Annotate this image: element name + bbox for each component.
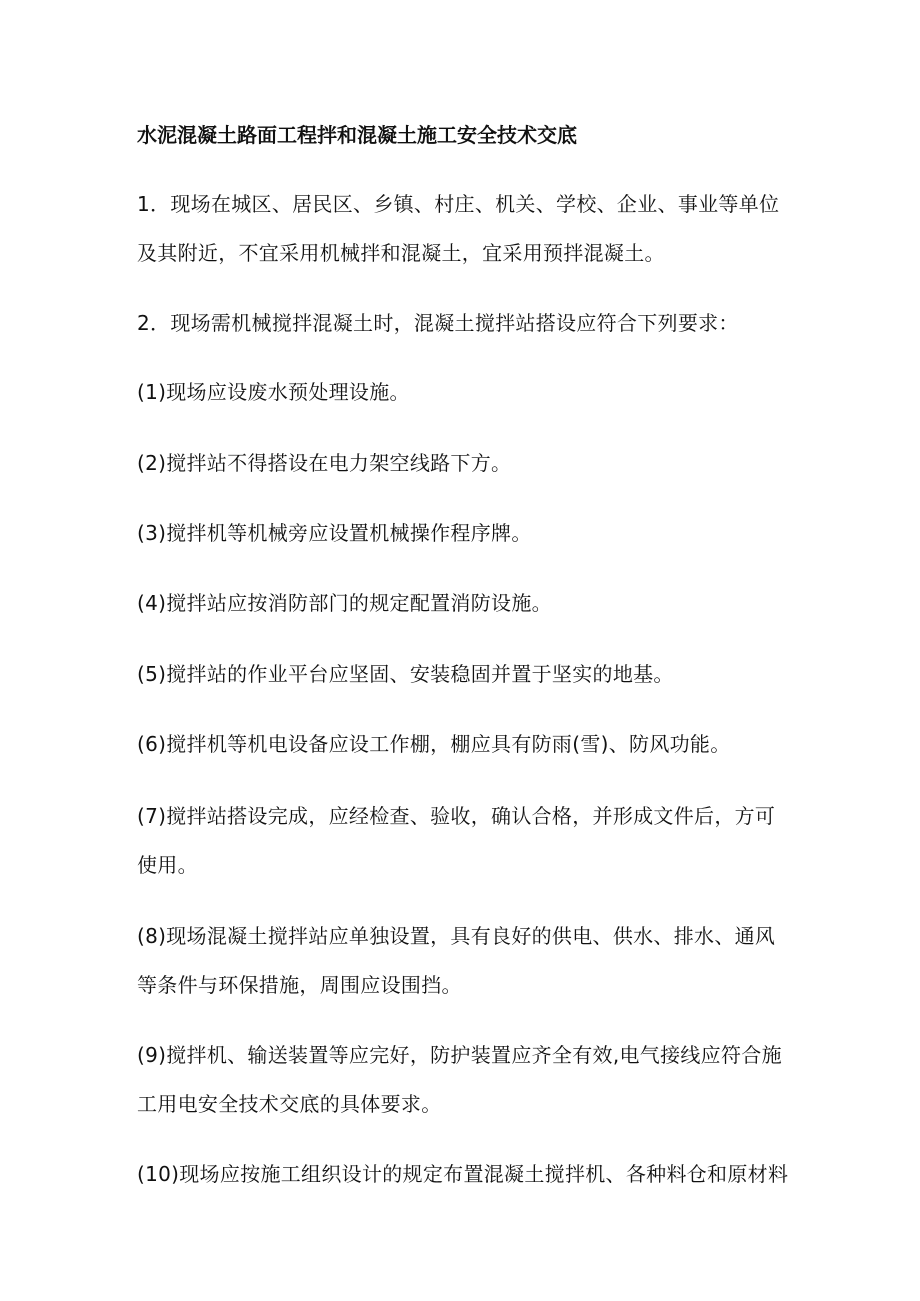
- paragraph-line: 等条件与环保措施，周围应设围挡。: [137, 973, 462, 997]
- paragraph-subitem-5: [137, 650, 785, 699]
- paragraph-subitem-3: [137, 509, 785, 558]
- paragraph-line: (5)搅拌站的作业平台应坚固、安装稳固并置于坚实的地基。: [137, 662, 674, 686]
- paragraph-subitem-1: [137, 368, 785, 417]
- paragraph-line: (9)搅拌机、输送装置等应完好，防护装置应齐全有效,电气接线应符合施: [137, 1043, 782, 1067]
- paragraph-line: (8)现场混凝土搅拌站应单独设置，具有良好的供电、供水、排水、通风: [137, 924, 776, 948]
- paragraph-line: (7)搅拌站搭设完成，应经检查、验收，确认合格，并形成文件后，方可: [137, 804, 776, 828]
- paragraph-subitem-7: [137, 792, 785, 890]
- paragraph-line: (1)现场应设废水预处理设施。: [137, 380, 410, 404]
- paragraph-line: 工用电安全技术交底的具体要求。: [137, 1092, 442, 1116]
- paragraph-subitem-2: [137, 439, 785, 488]
- paragraph-line: (6)搅拌机等机电设备应设工作棚，棚应具有防雨(雪)、防风功能。: [137, 732, 731, 756]
- paragraph-subitem-8: [137, 912, 785, 1010]
- paragraph-line: 1．现场在城区、居民区、乡镇、村庄、机关、学校、企业、事业等单位: [137, 192, 780, 216]
- paragraph-subitem-4: [137, 579, 785, 628]
- paragraph-line: 2．现场需机械搅拌混凝土时，混凝土搅拌站搭设应符合下列要求：: [137, 311, 739, 335]
- paragraph-line: (3)搅拌机等机械旁应设置机械操作程序牌。: [137, 521, 532, 545]
- paragraph-line: 使用。: [137, 853, 198, 877]
- paragraph-subitem-10: [137, 1150, 789, 1199]
- document-title: 水泥混凝土路面工程拌和混凝土施工安全技术交底: [137, 123, 577, 147]
- paragraph-item-1: [137, 180, 785, 278]
- paragraph-line: (10)现场应按施工组织设计的规定布置混凝土搅拌机、各种料仓和原材料: [137, 1162, 789, 1186]
- paragraph-subitem-9: [137, 1031, 785, 1129]
- paragraph-subitem-6: [137, 720, 785, 769]
- paragraph-item-2: [137, 299, 785, 348]
- paragraph-line: 及其附近，不宜采用机械拌和混凝土，宜采用预拌混凝土。: [137, 241, 665, 265]
- paragraph-line: (2)搅拌站不得搭设在电力架空线路下方。: [137, 451, 512, 475]
- paragraph-line: (4)搅拌站应按消防部门的规定配置消防设施。: [137, 591, 552, 615]
